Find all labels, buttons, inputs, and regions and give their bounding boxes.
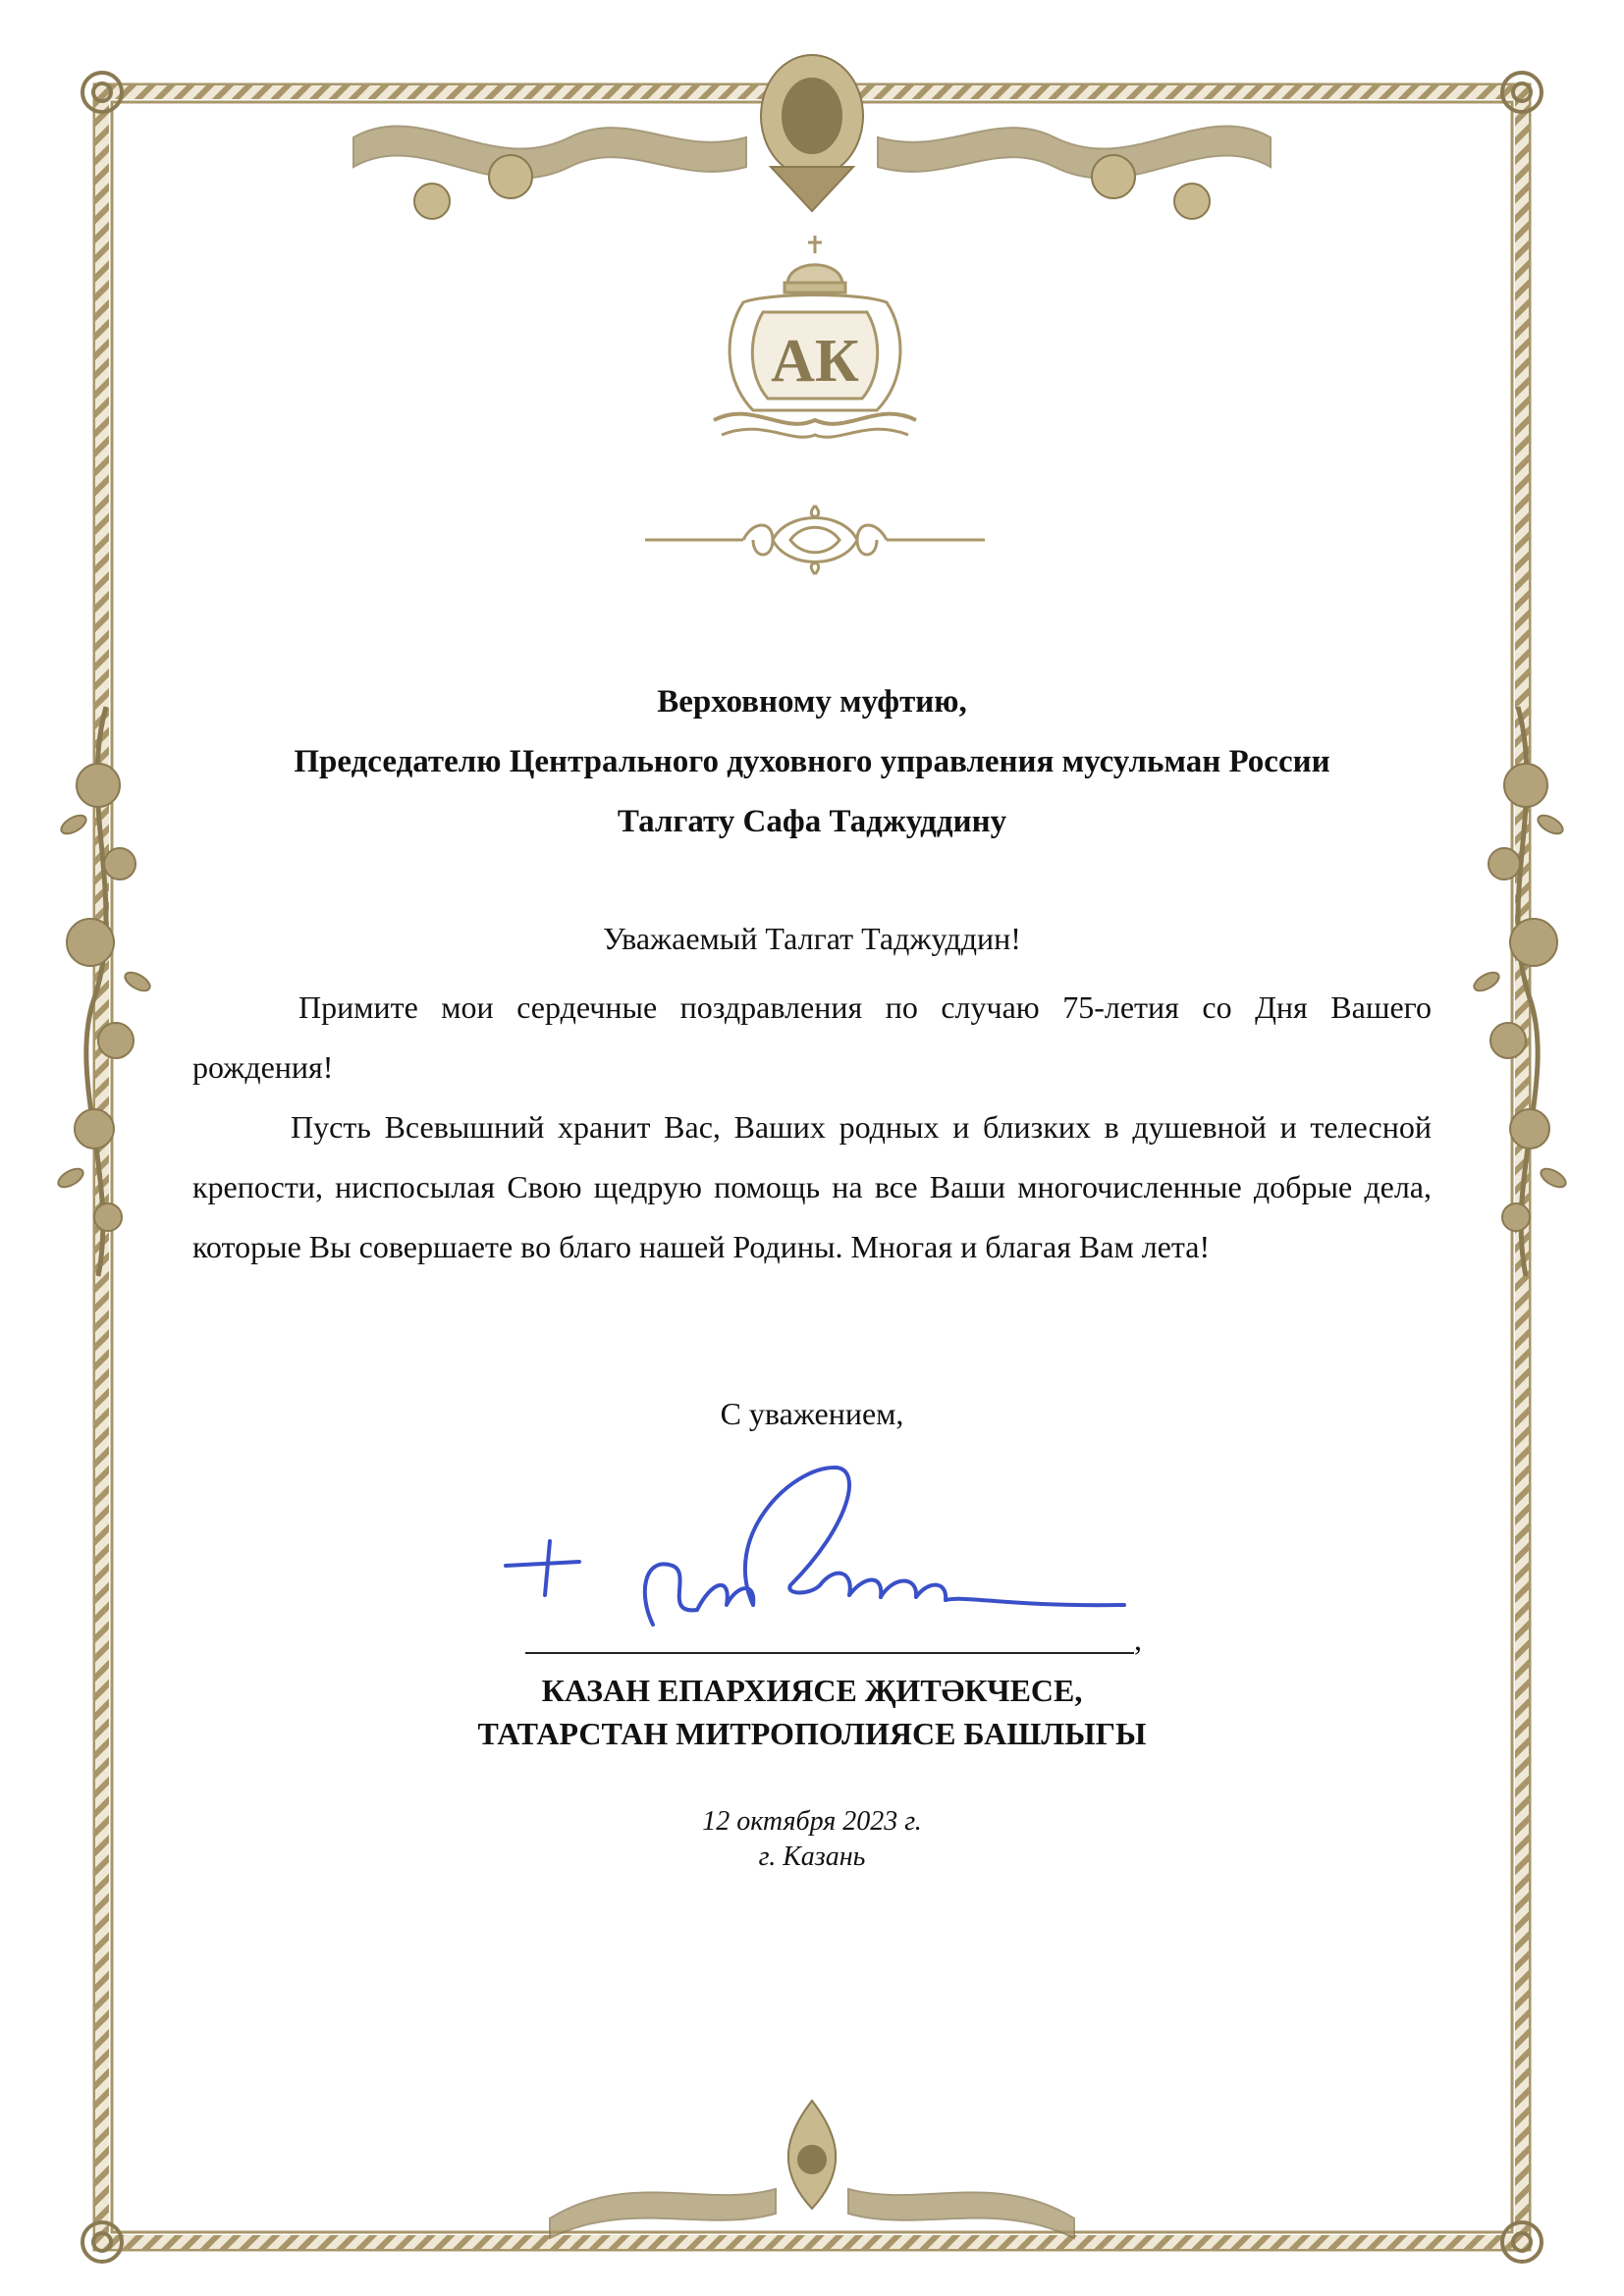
addressee-block	[192, 672, 1432, 852]
date-place-block	[192, 1804, 1432, 1875]
salutation: Уважаемый Талгат Таджуддин!	[603, 921, 1021, 956]
signer-block	[192, 1669, 1432, 1755]
handwritten-signature	[496, 1448, 1134, 1674]
addressee-position: Председателю Центрального духовного управления мусульман России	[294, 744, 1330, 779]
top-ornament	[353, 55, 1271, 219]
signature-comma: ,	[1134, 1622, 1142, 1657]
signer-position: ТАТАРСТАН МИТРОПОЛИЯСЕ БАШЛЫГЫ	[477, 1716, 1147, 1751]
body-paragraph: Пусть Всевышний хранит Вас, Ваших родных и близких в душевной и телесной крепости, ниспосылая Свою щедрую помощь на все Ваши многочисленные добрые дела, которые Вы совершаете во благо нашей Родины. Многая и благая Вам лета!	[192, 1109, 1432, 1264]
closing-phrase: С уважением,	[720, 1396, 904, 1431]
letter-place: г. Казань	[758, 1842, 866, 1872]
metropolitan-crest-emblem	[704, 234, 926, 450]
addressee-title: Верховному муфтию,	[657, 684, 967, 720]
body-paragraph: Примите мои сердечные поздравления по случаю 75-летия со Дня Вашего рождения!	[192, 989, 1432, 1085]
letter-body	[192, 978, 1432, 1277]
signature-line	[525, 1652, 1134, 1654]
svg-text:АК: АК	[771, 328, 859, 395]
letter-date: 12 октября 2023 г.	[702, 1806, 922, 1837]
addressee-name: Талгату Сафа Таджуддину	[617, 804, 1007, 839]
flourish-divider	[645, 496, 985, 584]
bottom-ornament	[550, 2101, 1074, 2238]
signer-title: КАЗАН ЕПАРХИЯСЕ ҖИТӘКЧЕСЕ,	[541, 1673, 1083, 1708]
